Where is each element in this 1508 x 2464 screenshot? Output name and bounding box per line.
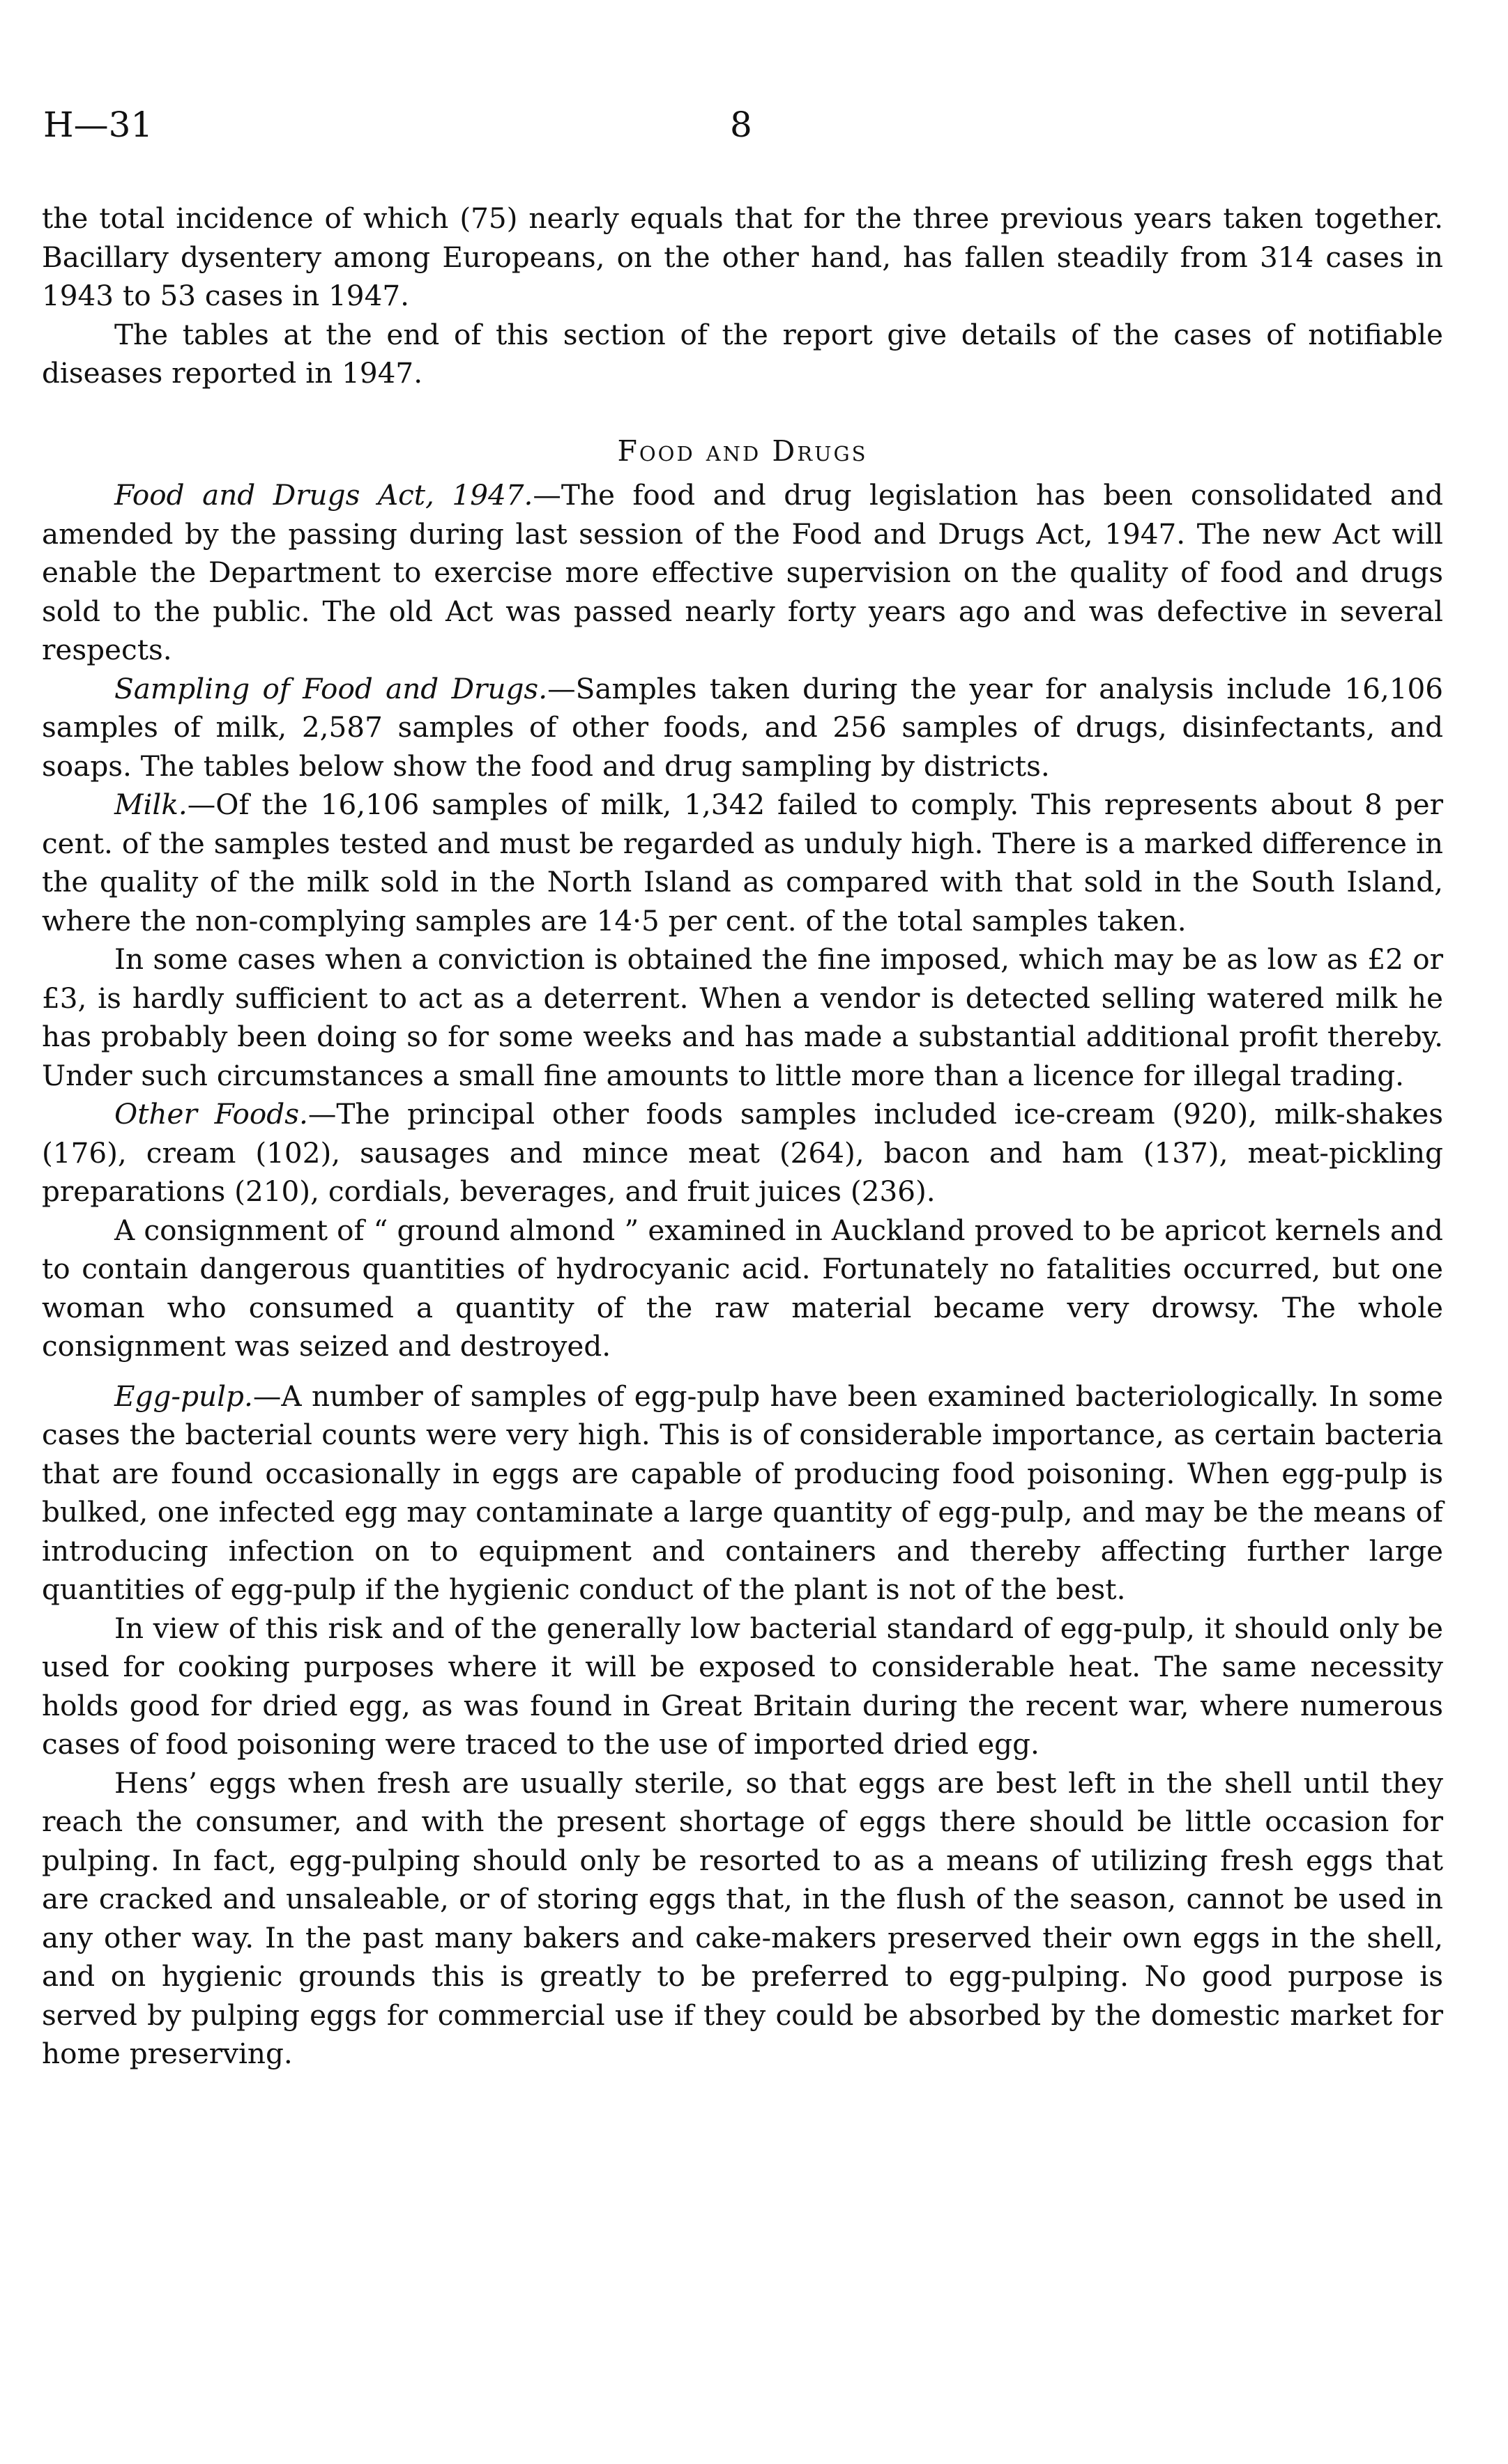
page-number: 8	[730, 105, 752, 145]
section-heading-food-and-drugs: Food and Drugs	[617, 434, 868, 468]
body-text	[42, 199, 1443, 2074]
run-in-heading-egg-pulp: Egg-pulp.	[114, 1379, 253, 1413]
act-text: —The food and drug legislation has been consolidated and amended by the passing during last session of the Food and Drugs Act, 1947. The new Act will enable the Department to exercise more effective supervision on the quality of food and drugs sold to the public. The old Act was passed nearly forty years ago and was defective in several respects.	[42, 478, 1444, 666]
paragraph-milk-fines: In some cases when a conviction is obtained the fine imposed, which may be as low as £2 or £3, is hardly sufficient to act as a deterrent. When a vendor is detected selling watered milk he has probably been doing so for some weeks and has made a substantial additional profit thereby. Under such circumstances a small fine amounts to little more than a licence for illegal trading.	[42, 942, 1443, 1092]
other-foods-text: —The principal other foods samples included ice-cream (920), milk-shakes (176), cream (102), sausages and mince meat (264), bacon and ham (137), meat-pickling preparations (210), cordials, beverages, and fruit juices (236).	[42, 1097, 1444, 1208]
paragraph-hens-eggs: Hens’ eggs when fresh are usually sterile, so that eggs are best left in the shell until they reach the consumer, and with the present shortage of eggs there should be little occasion for pulping. In fact, egg-pulping should only be resorted to as a means of utilizing fresh eggs that are cracked and unsaleable, or of storing eggs that, in the flush of the season, cannot be used in any other way. In the past many bakers and cake-makers preserved their own eggs in the shell, and on hygienic grounds this is greatly to be preferred to egg-pulping. No good purpose is served by pulping eggs for commercial use if they could be absorbed by the domestic market for home preserving.	[42, 1766, 1443, 2070]
page-header	[43, 105, 1465, 153]
report-reference: H—31	[43, 105, 153, 145]
paragraph-egg-pulp-risk: In view of this risk and of the generally low bacterial standard of egg-pulp, it should only be used for cooking purposes where it will be exposed to considerable heat. The same necessity holds good for dried egg, as was found in Great Britain during the recent war, where numerous cases of food poisoning were traced to the use of imported dried egg.	[42, 1611, 1443, 1761]
egg-pulp-text: —A number of samples of egg-pulp have been examined bacteriologically. In some cases the bacterial counts were very high. This is of considerable importance, as certain bacteria that are found occasionally in eggs are capable of producing food poisoning. When egg-pulp is bulked, one infected egg may contaminate a large quantity of egg-pulp, and may be the means of introducing infection on to equipment and containers and thereby affecting further large quantities of egg-pulp if the hygienic conduct of the plant is not of the best.	[42, 1379, 1443, 1606]
run-in-heading-sampling: Sampling of Food and Drugs.	[114, 671, 548, 705]
paragraph-other-foods	[42, 1095, 1443, 1211]
paragraph-ground-almond: A consignment of “ ground almond ” examined in Auckland proved to be apricot kernels and to contain dangerous quantities of hydrocyanic acid. Fortunately no fatalities occurred, but one woman who consumed a quantity of the raw material became very drowsy. The whole consignment was seized and destroyed.	[42, 1213, 1443, 1363]
paragraph-notifiable-diseases: The tables at the end of this section of the report give details of the cases of notifiable diseases reported in 1947.	[42, 317, 1443, 390]
paragraph-milk	[42, 786, 1443, 940]
paragraph-egg-pulp	[42, 1377, 1443, 1609]
run-in-heading-act: Food and Drugs Act, 1947.	[114, 478, 533, 512]
paragraph-food-drugs-act	[42, 476, 1443, 670]
paragraph-sampling	[42, 670, 1443, 786]
milk-text: —Of the 16,106 samples of milk, 1,342 failed to comply. This represents about 8 per cent. of the samples tested and must be regarded as unduly high. There is a marked difference in the quality of the milk sold in the North Island as compared with that sold in the South Island, where the non-complying samples are 14·5 per cent. of the total samples taken.	[42, 788, 1443, 938]
run-in-heading-milk: Milk.	[114, 788, 188, 821]
paragraph-continued: the total incidence of which (75) nearly equals that for the three previous years taken together. Bacillary dysentery among Europeans, on the other hand, has fallen steadily from 314 cases in 1943 to 53 cases in 1947.	[42, 201, 1443, 312]
run-in-heading-other-foods: Other Foods.	[114, 1097, 308, 1131]
sampling-text: —Samples taken during the year for analysis include 16,106 samples of milk, 2,587 samples of other foods, and 256 samples of drugs, disinfectants, and soaps. The tables below show the food and drug sampling by districts.	[42, 671, 1444, 783]
